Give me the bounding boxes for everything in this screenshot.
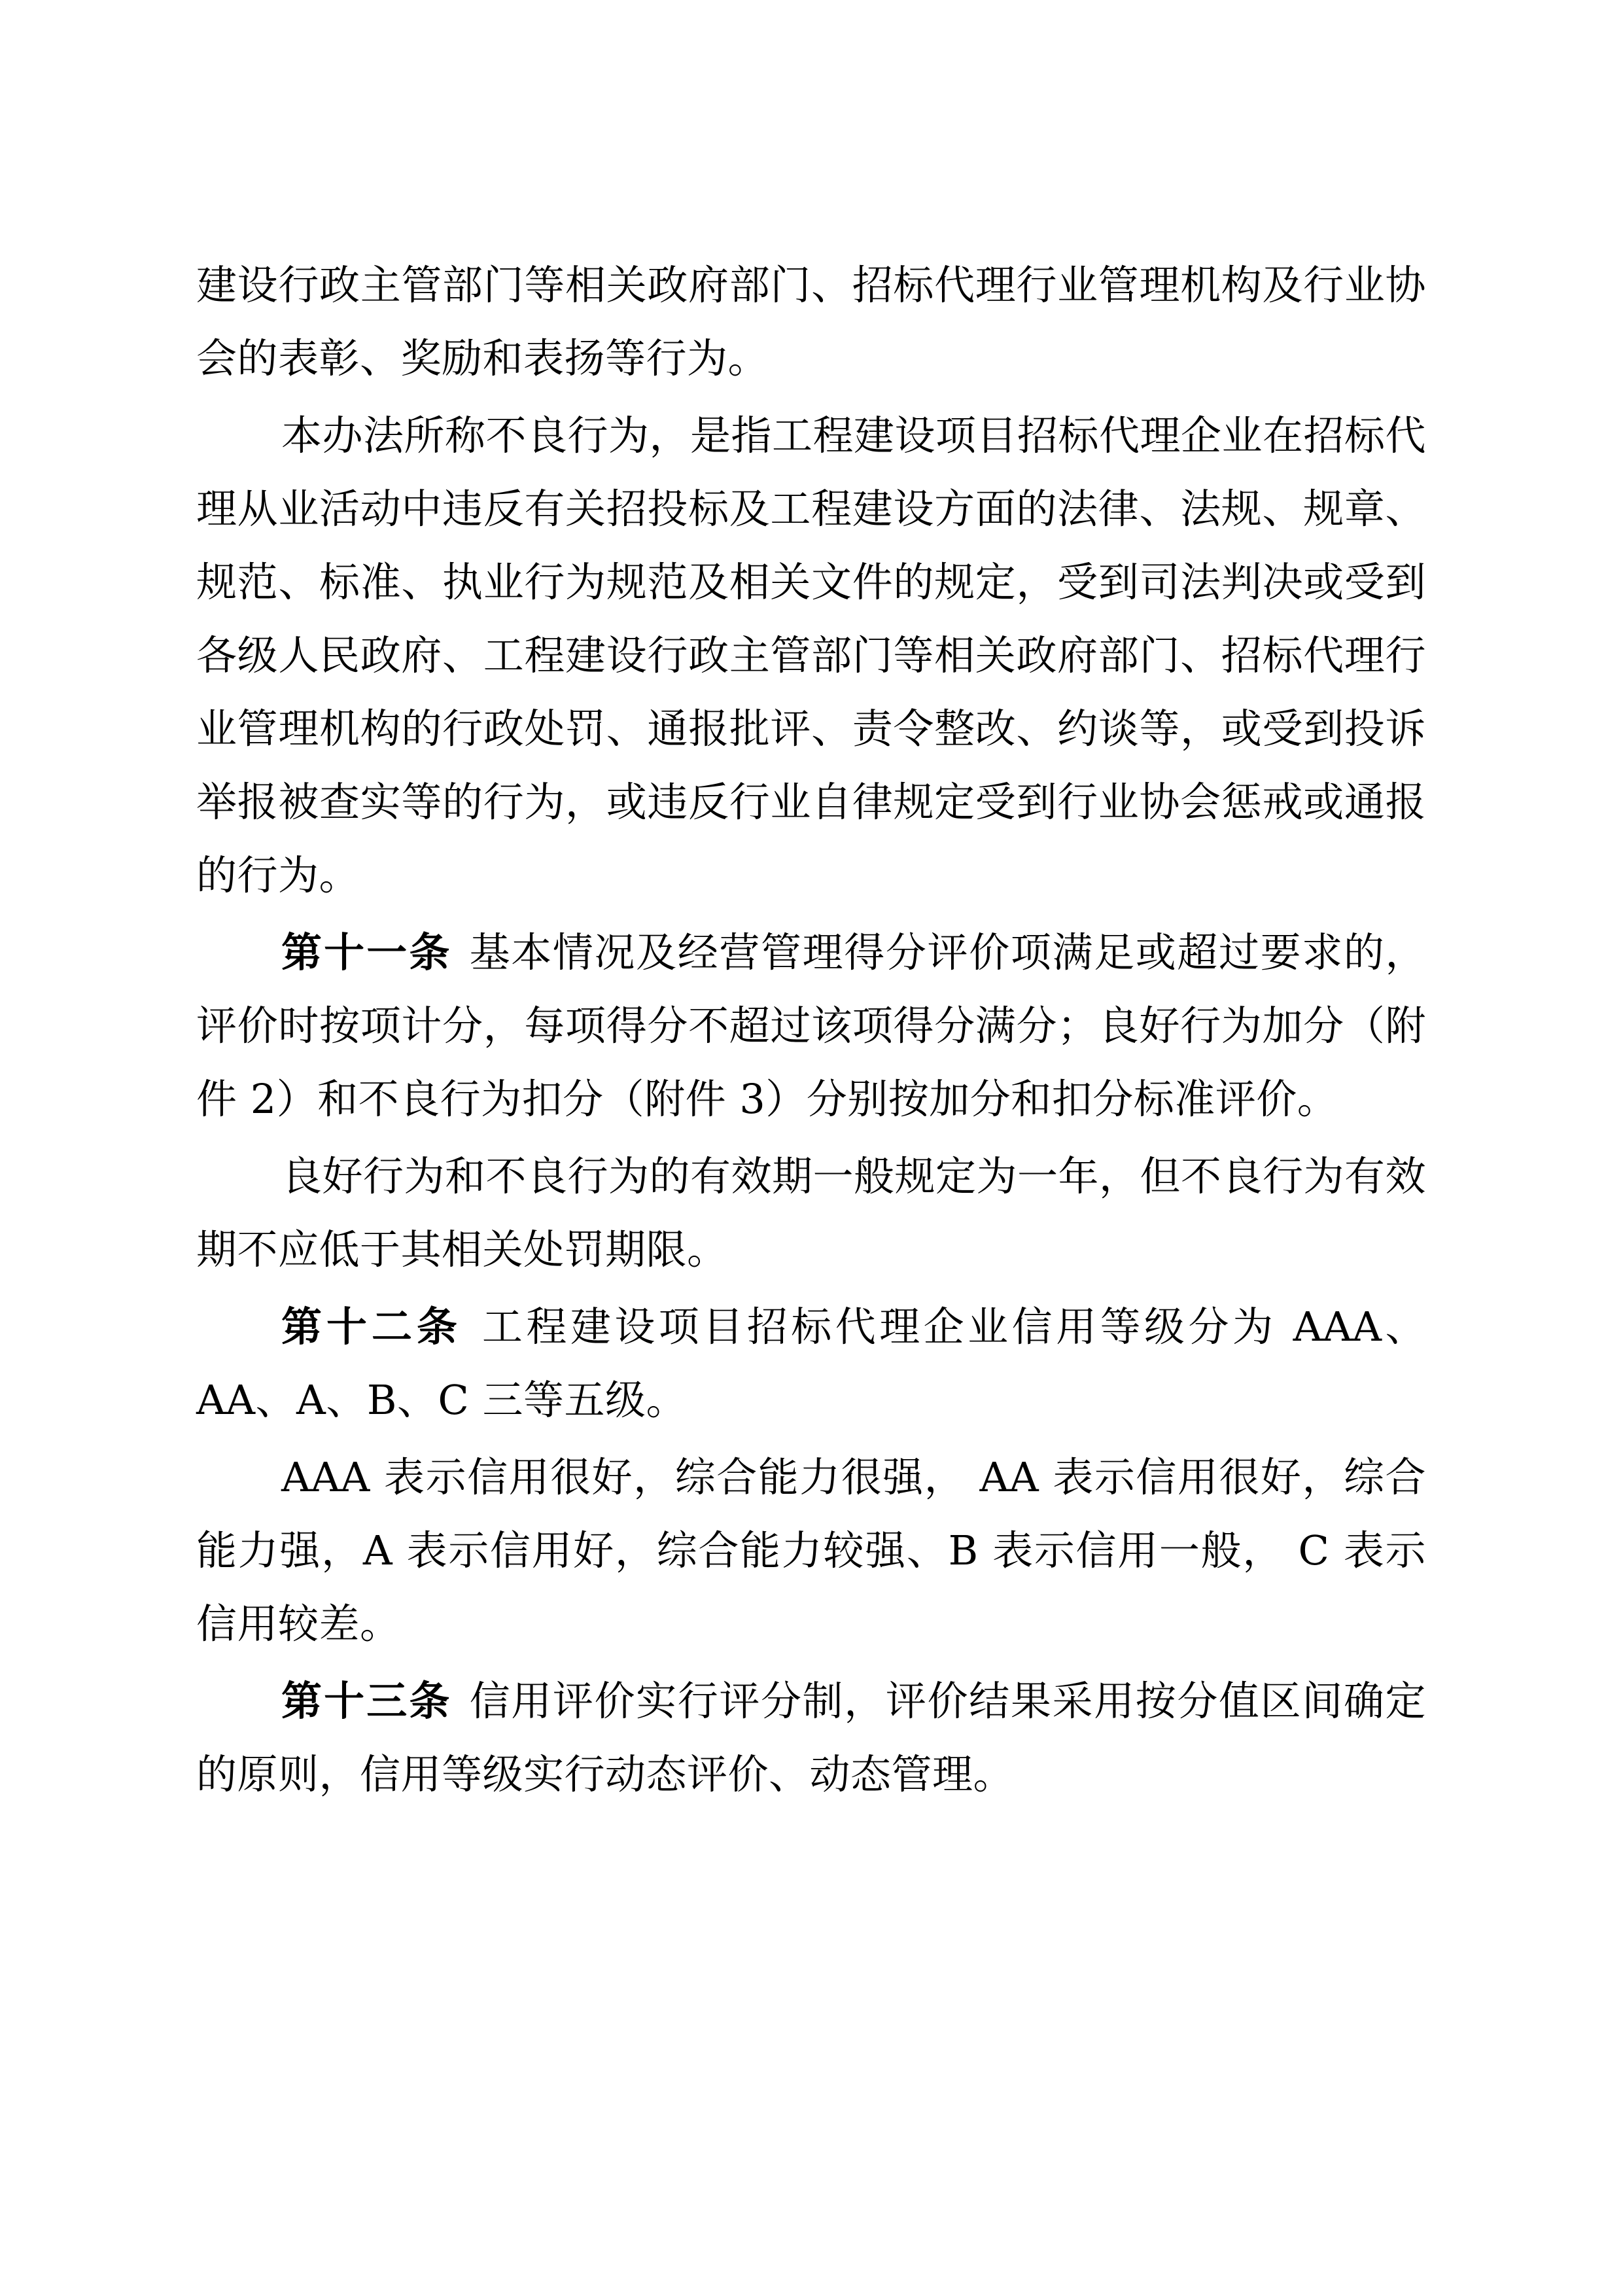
paragraph-article-13: [196, 1665, 1426, 1811]
article-13-text: 信用评价实行评分制，评价结果采用按分值区间确定的原则，信用等级实行动态评价、动态管理。: [196, 1677, 1426, 1798]
paragraph-grade-description: AAA 表示信用很好，综合能力很强， AA 表示信用很好，综合能力强，A 表示信用好，综合能力较强、B 表示信用一般， C 表示信用较差。: [196, 1453, 1426, 1648]
paragraph-validity-period: 良好行为和不良行为的有效期一般规定为一年，但不良行为有效期不应低于其相关处罚期限。: [196, 1152, 1427, 1273]
paragraph-article-12: [196, 1290, 1426, 1437]
article-label-11: 第十一条: [281, 928, 452, 976]
document-body: [196, 249, 1426, 1811]
article-11-text: 基本情况及经营管理得分评价项满足或超过要求的，评价时按项计分，每项得分不超过该项得分满分；良好行为加分（附件 2）和不良行为扣分（附件 3）分别按加分和扣分标准评价。: [196, 928, 1426, 1123]
article-label-12: 第十二条: [281, 1303, 462, 1351]
article-12-text: 工程建设项目招标代理企业信用等级分为 AAA、AA、A、B、C 三等五级。: [196, 1303, 1426, 1424]
paragraph-article-11: [196, 916, 1426, 1136]
article-label-13: 第十三条: [281, 1677, 452, 1725]
paragraph-bad-behavior-definition: 本办法所称不良行为，是指工程建设项目招标代理企业在招标代理从业活动中违反有关招投标及工程建设方面的法律、法规、规章、规范、标准、执业行为规范及相关文件的规定，受到司法判决或受到各级人民政府、工程建设行政主管部门等相关政府部门、招标代理行业管理机构的行政处罚、通报批评、责令整改、约谈等，或受到投诉举报被查实等的行为，或违反行业自律规定受到行业协会惩戒或通报的行为。: [196, 412, 1427, 899]
paragraph-continuation: 建设行政主管部门等相关政府部门、招标代理行业管理机构及行业协会的表彰、奖励和表扬等行为。: [196, 261, 1426, 382]
